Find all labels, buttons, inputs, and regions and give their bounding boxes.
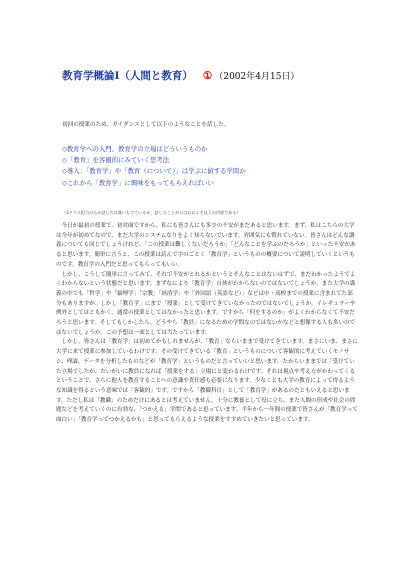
body-paragraph: しかし、皆さんは「教育学」は初めてかもしれませんが、「教育」ならいままで受けてきています。まさにいま、まさに大学に来て授業に参加しているわけです。その受けてきている「教育」というものについて客観的に考えていくモノサシ、理論、データを分析したものなどが「教育学」というものだと言っていいと思います。たからいままでは「受けていた立場でしたが、たいがいに教員になれば「授業をする」立場にと変わるわけです。それは視点や考え方がかわってくるということで、さらに他人を教育することへの意識や責任感も必要になります。少なくとも大学の教育によって得るような知識を得るという意味では「客観的」です。ですから「教職科目」として「教育学」があるのだともいえると思います。ただし私は「教職」のためだけにあるとは考えていません。十分に教養として役に立ち、また人間の形成や社会の問題などを考えていくのに有効な、「つかえる」学問であると思っています。半年から一年間の授業で皆さんが「教育学って面白い」「教育学ってつかえるかも」と思ってもらえるような授業をすすめていきたいと思っています。 xyxy=(56,339,358,424)
class-note: （3クラス担当のため話し方は違いもでているが、話したことがらはおおよそ以下の内容である） xyxy=(62,210,241,215)
document-title xyxy=(62,68,382,83)
body-text xyxy=(56,222,358,426)
course-title: 教育学概論Ⅰ（人間と教育） xyxy=(62,70,193,82)
lecture-number: ① xyxy=(202,70,213,82)
body-paragraph: 今日が最初の授業で、初対面ですから、私にも皆さんにも多少の不安がまだあると思います。まず、私はこちらの大学は今年が初めてなので、まだ大学のシステムなりをよく知らないでいます。雰囲気にも慣れていない。皆さんはどんな講義についても同じでしょうけれど、「この授業は難しくないだろうか」「どんなことを学ぶのだろうか」といった不安があると思います。簡単に言うと、この授業は読んで字のごとく「教育学」というものの概要について説明していくというものです。教育学の入門だと思ってもらってもいい。 xyxy=(56,223,356,268)
topic-item: ◇これから「教育学」に興味をもってもらえればいい xyxy=(62,178,214,187)
lecture-date: （2002年4月15日） xyxy=(214,72,300,82)
topic-item: ◇「教育」を客観的にみていく思考法 xyxy=(62,156,170,165)
intro-text: 初回の授業のため、ガイダンスとして以下のようなことを話した。 xyxy=(62,122,230,128)
body-paragraph: しかし、こうして簡単に言ってみて、それで不安がとれるかというとそんなことはないはずで、まだわかったようでよくわからないという状態だと思います。まずなにより「教育学」自体がわからないのではないでしょうか。また大学の講義の中でも「哲学」や「倫理学」「宗教」「経済学」や「外国語（英語など）」などは中・高校までの授業に含まれてた部分もありますが、しかし「教育学」にまで「授業」として受けてきていなかったのではないでしょうか。イレギュラーや例外としてはともかく、通常の授業としてはなかったと思います。ですから「何をするのか」がよくわからなくて不安だろうと思います。そしてもしかしたら、どうやら「教員」になるための学問なのではないかなどと想像する人も多いのではないでしょうか。この予想は一面としては当たっています。 xyxy=(56,271,356,336)
topic-item: ◇導入：「教育学」や「教育（について）」は学ぶに値する学問か xyxy=(62,167,246,176)
topic-item: ◇教育学への入門、教育学の立場はどういうものか xyxy=(62,145,208,153)
topic-list xyxy=(62,144,246,189)
